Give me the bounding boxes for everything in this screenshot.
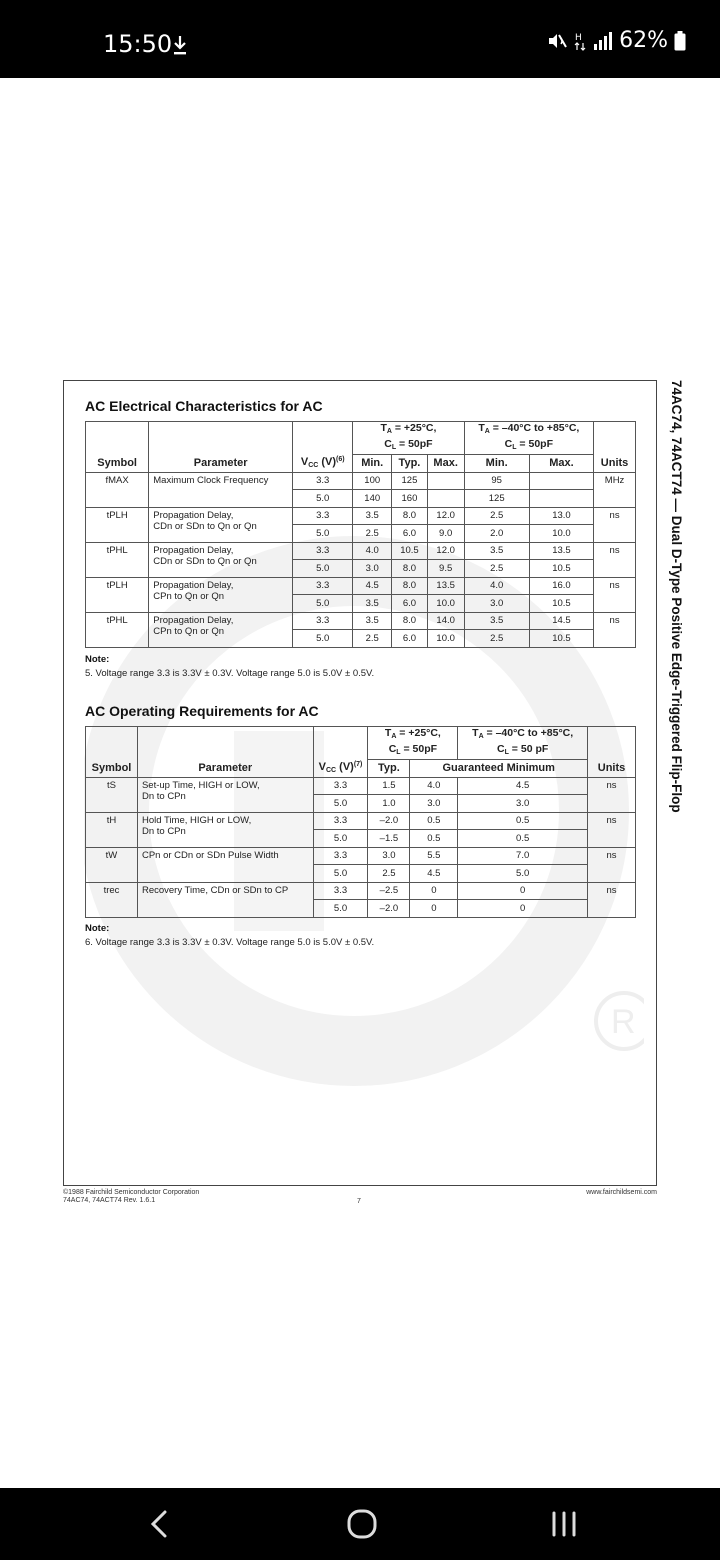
value-cell: 2.5 xyxy=(353,630,392,648)
value-cell: 6.0 xyxy=(392,630,428,648)
vcc-cell: 3.3 xyxy=(313,882,368,900)
parameter-cell xyxy=(137,847,313,882)
vcc-cell: 3.3 xyxy=(293,612,353,630)
value-cell: 0 xyxy=(458,900,588,918)
value-cell: 0.5 xyxy=(410,830,458,848)
parameter-line: Dn to CPn xyxy=(141,790,186,802)
value-cell: 0.5 xyxy=(458,812,588,830)
op-header-ta25: $T_A = +25^\circ C$, $C_L = 50pF$ xyxy=(368,727,458,760)
table-row xyxy=(86,882,636,900)
ac-operating-table xyxy=(85,726,636,918)
side-title xyxy=(660,380,684,840)
value-cell: 13.5 xyxy=(427,577,464,595)
value-cell: 10.5 xyxy=(529,630,593,648)
units-cell: ns xyxy=(588,777,636,812)
value-cell: 3.5 xyxy=(464,542,529,560)
units-cell: ns xyxy=(588,847,636,882)
value-cell: 3.5 xyxy=(353,612,392,630)
value-cell: 6.0 xyxy=(392,525,428,543)
vcc-cell: 5.0 xyxy=(293,490,353,508)
value-cell: 13.5 xyxy=(529,542,593,560)
mute-icon xyxy=(547,32,567,50)
units-cell: ns xyxy=(588,882,636,917)
symbol-cell: tS xyxy=(86,777,138,812)
value-cell: 2.5 xyxy=(464,507,529,525)
symbol-cell: tPHL xyxy=(86,542,149,577)
value-cell: 2.5 xyxy=(353,525,392,543)
value-cell: 4.5 xyxy=(410,865,458,883)
value-cell xyxy=(427,490,464,508)
vcc-cell: 3.3 xyxy=(313,777,368,795)
parameter-cell xyxy=(149,472,293,507)
table-row xyxy=(86,612,636,630)
parameter-cell xyxy=(149,612,293,647)
units-cell: ns xyxy=(588,812,636,847)
vcc-cell: 3.3 xyxy=(293,577,353,595)
status-time: 15:50 xyxy=(103,30,173,58)
value-cell: –2.0 xyxy=(368,812,410,830)
side-title-text: 74AC74, 74ACT74 — Dual D-Type Positive Edge-Triggered Flip-Flop xyxy=(669,380,684,813)
value-cell: 125 xyxy=(464,490,529,508)
value-cell: 3.0 xyxy=(368,847,410,865)
vcc-cell: 3.3 xyxy=(313,847,368,865)
units-cell: ns xyxy=(594,612,636,647)
parameter-line: Maximum Clock Frequency xyxy=(153,474,269,486)
value-cell: 4.0 xyxy=(410,777,458,795)
table-row xyxy=(86,847,636,865)
note-text: 5. Voltage range 3.3 is 3.3V ± 0.3V. Voltage range 5.0 is 5.0V ± 0.5V. xyxy=(85,668,375,679)
signal-icon xyxy=(593,32,613,50)
value-cell: 3.0 xyxy=(458,795,588,813)
vcc-cell: 3.3 xyxy=(293,507,353,525)
symbol-cell: tPLH xyxy=(86,507,149,542)
value-cell: 140 xyxy=(353,490,392,508)
value-cell: 2.0 xyxy=(464,525,529,543)
op-header-typ: Typ. xyxy=(368,760,410,778)
vcc-cell: 5.0 xyxy=(293,560,353,578)
vcc-cell: 5.0 xyxy=(293,525,353,543)
value-cell: 3.0 xyxy=(353,560,392,578)
table-row xyxy=(86,577,636,595)
vcc-cell: 5.0 xyxy=(293,630,353,648)
header-symbol: Symbol xyxy=(86,422,149,473)
table-row xyxy=(86,542,636,560)
parameter-line: Propagation Delay, xyxy=(153,579,234,591)
value-cell: 125 xyxy=(392,472,428,490)
value-cell: –2.5 xyxy=(368,882,410,900)
op-note-heading: Note: xyxy=(85,923,110,934)
op-note-text: 6. Voltage range 3.3 is 3.3V ± 0.3V. Voltage range 5.0 is 5.0V ± 0.5V. xyxy=(85,937,375,948)
parameter-cell xyxy=(137,812,313,847)
header-typ: Typ. xyxy=(392,455,428,473)
vcc-cell: 3.3 xyxy=(293,542,353,560)
parameter-line: Hold Time, HIGH or LOW, xyxy=(141,814,252,826)
value-cell: 1.0 xyxy=(368,795,410,813)
footer-copyright: ©1988 Fairchild Semiconductor Corporation xyxy=(63,1189,200,1196)
value-cell: 2.5 xyxy=(368,865,410,883)
value-cell: 5.0 xyxy=(458,865,588,883)
value-cell: 3.5 xyxy=(353,507,392,525)
value-cell: 12.0 xyxy=(427,542,464,560)
navigation-bar xyxy=(0,1488,720,1560)
status-bar xyxy=(0,0,720,78)
value-cell: 9.5 xyxy=(427,560,464,578)
header-vcc: $V_{CC}$ $(V)^{(6)}$ xyxy=(293,422,353,473)
vcc-cell: 3.3 xyxy=(293,472,353,490)
value-cell: 4.0 xyxy=(353,542,392,560)
back-button[interactable] xyxy=(140,1504,180,1544)
value-cell xyxy=(529,490,593,508)
footer-page-number: 7 xyxy=(357,1198,361,1205)
value-cell: 8.0 xyxy=(392,612,428,630)
vcc-cell: 5.0 xyxy=(313,865,368,883)
op-header-ta40: $T_A = -40^\circ C$ to +85°C, $C_L = 50$ pF xyxy=(458,727,588,760)
parameter-cell xyxy=(149,507,293,542)
download-icon xyxy=(172,34,188,56)
battery-percent: 62% xyxy=(619,28,668,53)
value-cell: 10.0 xyxy=(529,525,593,543)
value-cell: 0 xyxy=(458,882,588,900)
value-cell: 95 xyxy=(464,472,529,490)
value-cell: 10.0 xyxy=(427,630,464,648)
value-cell: 7.0 xyxy=(458,847,588,865)
symbol-cell: tW xyxy=(86,847,138,882)
parameter-line: CDn or SDn to Qn or Qn xyxy=(153,520,257,532)
table-row xyxy=(86,812,636,830)
value-cell: 2.5 xyxy=(464,630,529,648)
svg-text:R: R xyxy=(611,1003,636,1041)
value-cell: 4.5 xyxy=(458,777,588,795)
parameter-cell xyxy=(149,577,293,612)
footer-left xyxy=(63,1189,199,1205)
header-min-ext: Min. xyxy=(464,455,529,473)
recent-apps-button[interactable] xyxy=(544,1504,584,1544)
units-cell: ns xyxy=(594,577,636,612)
table-row xyxy=(86,777,636,795)
vcc-cell: 5.0 xyxy=(313,900,368,918)
svg-text:H: H xyxy=(575,32,582,43)
value-cell: 14.5 xyxy=(529,612,593,630)
op-header-parameter: Parameter xyxy=(137,727,313,778)
value-cell: 10.0 xyxy=(427,595,464,613)
value-cell xyxy=(427,472,464,490)
value-cell: 13.0 xyxy=(529,507,593,525)
value-cell: 8.0 xyxy=(392,560,428,578)
header-max: Max. xyxy=(427,455,464,473)
value-cell: 0 xyxy=(410,900,458,918)
value-cell: 10.5 xyxy=(529,560,593,578)
value-cell: 1.5 xyxy=(368,777,410,795)
header-min: Min. xyxy=(353,455,392,473)
header-ta25: $T_A = +25^\circ C$, $C_L = 50pF$ xyxy=(353,422,464,455)
value-cell: 160 xyxy=(392,490,428,508)
value-cell: 0.5 xyxy=(410,812,458,830)
value-cell: 4.5 xyxy=(353,577,392,595)
symbol-cell: fMAX xyxy=(86,472,149,507)
value-cell: 6.0 xyxy=(392,595,428,613)
parameter-line: CPn to Qn or Qn xyxy=(153,590,225,602)
header-max-ext: Max. xyxy=(529,455,593,473)
battery-icon xyxy=(674,31,686,51)
value-cell: 0 xyxy=(410,882,458,900)
value-cell: 3.0 xyxy=(410,795,458,813)
parameter-line: CPn or CDn or SDn Pulse Width xyxy=(141,849,279,861)
table-row xyxy=(86,507,636,525)
vcc-cell: 3.3 xyxy=(313,812,368,830)
value-cell: 8.0 xyxy=(392,507,428,525)
symbol-cell: tPLH xyxy=(86,577,149,612)
header-parameter: Parameter xyxy=(149,422,293,473)
ac-operating-title: AC Operating Requirements for AC xyxy=(85,703,319,719)
value-cell: 16.0 xyxy=(529,577,593,595)
value-cell: 9.0 xyxy=(427,525,464,543)
ac-electrical-title: AC Electrical Characteristics for AC xyxy=(85,398,323,414)
value-cell: 8.0 xyxy=(392,577,428,595)
units-cell: ns xyxy=(594,507,636,542)
value-cell: 10.5 xyxy=(392,542,428,560)
vcc-cell: 5.0 xyxy=(313,795,368,813)
op-header-vcc: $V_{CC}$ $(V)^{(7)}$ xyxy=(313,727,368,778)
units-cell: ns xyxy=(594,542,636,577)
value-cell: 14.0 xyxy=(427,612,464,630)
symbol-cell: tH xyxy=(86,812,138,847)
data-icon xyxy=(573,31,587,51)
parameter-line: Recovery Time, CDn or SDn to CP xyxy=(141,884,289,896)
footer-revision: 74AC74, 74ACT74 Rev. 1.6.1 xyxy=(63,1197,156,1204)
parameter-cell xyxy=(137,882,313,917)
value-cell: 3.5 xyxy=(353,595,392,613)
parameter-line: Dn to CPn xyxy=(141,825,186,837)
value-cell: 3.5 xyxy=(464,612,529,630)
symbol-cell: trec xyxy=(86,882,138,917)
value-cell: –2.0 xyxy=(368,900,410,918)
value-cell xyxy=(529,472,593,490)
vcc-cell: 5.0 xyxy=(293,595,353,613)
vcc-cell: 5.0 xyxy=(313,830,368,848)
symbol-cell: tPHL xyxy=(86,612,149,647)
value-cell: 2.5 xyxy=(464,560,529,578)
value-cell: 100 xyxy=(353,472,392,490)
parameter-cell xyxy=(149,542,293,577)
parameter-line: Propagation Delay, xyxy=(153,509,234,521)
value-cell: 3.0 xyxy=(464,595,529,613)
parameter-line: CDn or SDn to Qn or Qn xyxy=(153,555,257,567)
value-cell: 5.5 xyxy=(410,847,458,865)
op-header-guaranteed-min: Guaranteed Minimum xyxy=(410,760,588,778)
parameter-cell xyxy=(137,777,313,812)
parameter-line: Propagation Delay, xyxy=(153,614,234,626)
table-row xyxy=(86,472,636,490)
op-header-units: Units xyxy=(588,727,636,778)
footer-url: www.fairchildsemi.com xyxy=(586,1189,657,1196)
value-cell: –1.5 xyxy=(368,830,410,848)
home-button[interactable] xyxy=(342,1504,382,1544)
value-cell: 4.0 xyxy=(464,577,529,595)
status-icons xyxy=(547,28,686,53)
op-header-symbol: Symbol xyxy=(86,727,138,778)
header-ta40: $T_A = -40^\circ C$ to +85°C, $C_L = 50pF$ xyxy=(464,422,594,455)
note-heading: Note: xyxy=(85,654,110,665)
value-cell: 10.5 xyxy=(529,595,593,613)
ac-electrical-table xyxy=(85,421,636,648)
value-cell: 0.5 xyxy=(458,830,588,848)
parameter-line: Set-up Time, HIGH or LOW, xyxy=(141,779,260,791)
header-units: Units xyxy=(594,422,636,473)
value-cell: 12.0 xyxy=(427,507,464,525)
units-cell: MHz xyxy=(594,472,636,507)
parameter-line: CPn to Qn or Qn xyxy=(153,625,225,637)
parameter-line: Propagation Delay, xyxy=(153,544,234,556)
